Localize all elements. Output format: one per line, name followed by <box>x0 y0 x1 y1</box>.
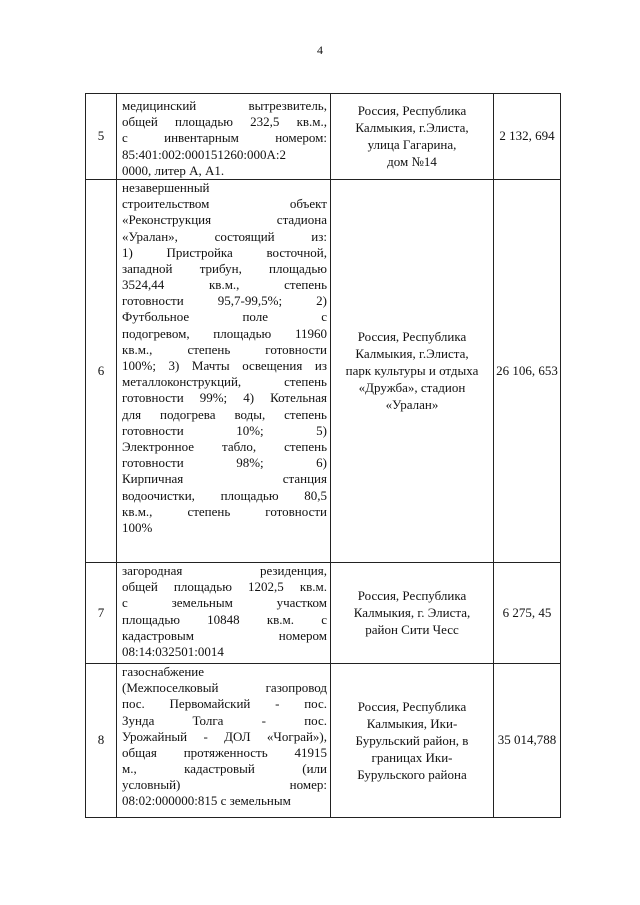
description-line: Электронное табло, степень <box>122 438 327 454</box>
description-line: общая протяженность 41915 <box>122 744 327 760</box>
page-number: 4 <box>317 43 323 57</box>
description-line: «Уралан», состоящий из: <box>122 228 327 244</box>
description-line: водоочистки, площадью 80,5 <box>122 487 327 503</box>
address-line: границах Ики- <box>371 749 453 765</box>
property-description <box>117 179 331 562</box>
property-description <box>117 663 331 817</box>
address-line: улица Гагарина, <box>367 137 457 153</box>
description-line: пос. Первомайский - пос. <box>122 696 327 712</box>
address-line: парк культуры и отдыха <box>345 363 479 379</box>
description-line: (Межпоселковый газопровод <box>122 680 327 696</box>
row-number: 7 <box>86 562 117 663</box>
address-line: Бурульский район, в <box>355 732 469 748</box>
description-line: 08:02:000000:815 с земельным <box>122 793 291 809</box>
description-line: 85:401:002:000151260:000А:2 <box>122 146 286 162</box>
property-address <box>331 179 494 562</box>
description-line: Футбольное поле с <box>122 309 327 325</box>
address-line: Калмыкия, г.Элиста, <box>355 120 469 136</box>
description-line: Зунда Толга - пос. <box>122 712 327 728</box>
property-cost: 6 275, 45 <box>494 562 561 663</box>
description-line: кадастровым номером <box>122 627 327 643</box>
property-cost: 35 014,788 <box>494 663 561 817</box>
description-line: «Реконструкция стадиона <box>122 212 327 228</box>
description-line: с инвентарным номером: <box>122 130 327 146</box>
table-row <box>86 179 561 562</box>
description-line: общей площадью 232,5 кв.м., <box>122 114 327 130</box>
description-line: готовности 10%; 5) <box>122 422 327 438</box>
description-line: 0000, литер А, А1. <box>122 162 225 178</box>
description-line: площадью 10848 кв.м. с <box>122 611 327 627</box>
description-line: металлоконструкций, степень <box>122 374 327 390</box>
table-row <box>86 562 561 663</box>
address-line: «Уралан» <box>385 397 439 413</box>
row-number: 5 <box>86 94 117 180</box>
description-line: готовности 98%; 6) <box>122 455 327 471</box>
address-line: Россия, Республика <box>357 103 467 119</box>
description-line: подогревом, площадью 11960 <box>122 325 327 341</box>
description-line: 08:14:032501:0014 <box>122 643 224 659</box>
property-address <box>331 94 494 180</box>
description-line: с земельным участком <box>122 595 327 611</box>
description-line: готовности 95,7-99,5%; 2) <box>122 293 327 309</box>
description-line: условный) номер: <box>122 777 327 793</box>
property-cost: 2 132, 694 <box>494 94 561 180</box>
description-line: для подогрева воды, степень <box>122 406 327 422</box>
address-line: Россия, Республика <box>357 329 467 345</box>
description-line: общей площадью 1202,5 кв.м. <box>122 579 327 595</box>
description-line: западной трибун, площадью <box>122 260 327 276</box>
property-address <box>331 663 494 817</box>
description-line: 100% <box>122 519 153 535</box>
description-line: 3524,44 кв.м., степень <box>122 277 327 293</box>
address-line: Калмыкия, г. Элиста, <box>353 605 471 621</box>
address-line: Калмыкия, Ики- <box>366 715 458 731</box>
description-line: незавершенный <box>122 179 210 195</box>
address-line: Россия, Республика <box>357 698 467 714</box>
row-number: 6 <box>86 179 117 562</box>
address-line: район Сити Чесс <box>365 622 459 638</box>
description-line: готовности 99%; 4) Котельная <box>122 390 327 406</box>
description-line: загородная резиденция, <box>122 562 327 578</box>
description-line: строительством объект <box>122 196 327 212</box>
description-line: медицинский вытрезвитель, <box>122 98 327 113</box>
property-address <box>331 562 494 663</box>
table-row <box>86 663 561 817</box>
description-line: Кирпичная станция <box>122 471 327 487</box>
property-table <box>85 93 561 818</box>
address-line: «Дружба», стадион <box>358 380 466 396</box>
description-line: газоснабжение <box>122 663 205 679</box>
address-line: Бурульского района <box>357 766 467 782</box>
address-line: дом №14 <box>387 154 437 170</box>
table-row <box>86 94 561 180</box>
description-line: 1) Пристройка восточной, <box>122 244 327 260</box>
address-line: Калмыкия, г.Элиста, <box>355 346 469 362</box>
row-number: 8 <box>86 663 117 817</box>
address-line: Россия, Республика <box>357 588 467 604</box>
description-line: 100%; 3) Мачты освещения из <box>122 358 327 373</box>
property-description <box>117 562 331 663</box>
description-line: м., кадастровый (или <box>122 761 327 777</box>
description-line: кв.м., степень готовности <box>122 341 327 357</box>
property-description <box>117 94 331 180</box>
property-cost: 26 106, 653 <box>494 179 561 562</box>
description-line: кв.м., степень готовности <box>122 503 327 519</box>
description-line: Урожайный - ДОЛ «Чограй»), <box>122 728 327 744</box>
